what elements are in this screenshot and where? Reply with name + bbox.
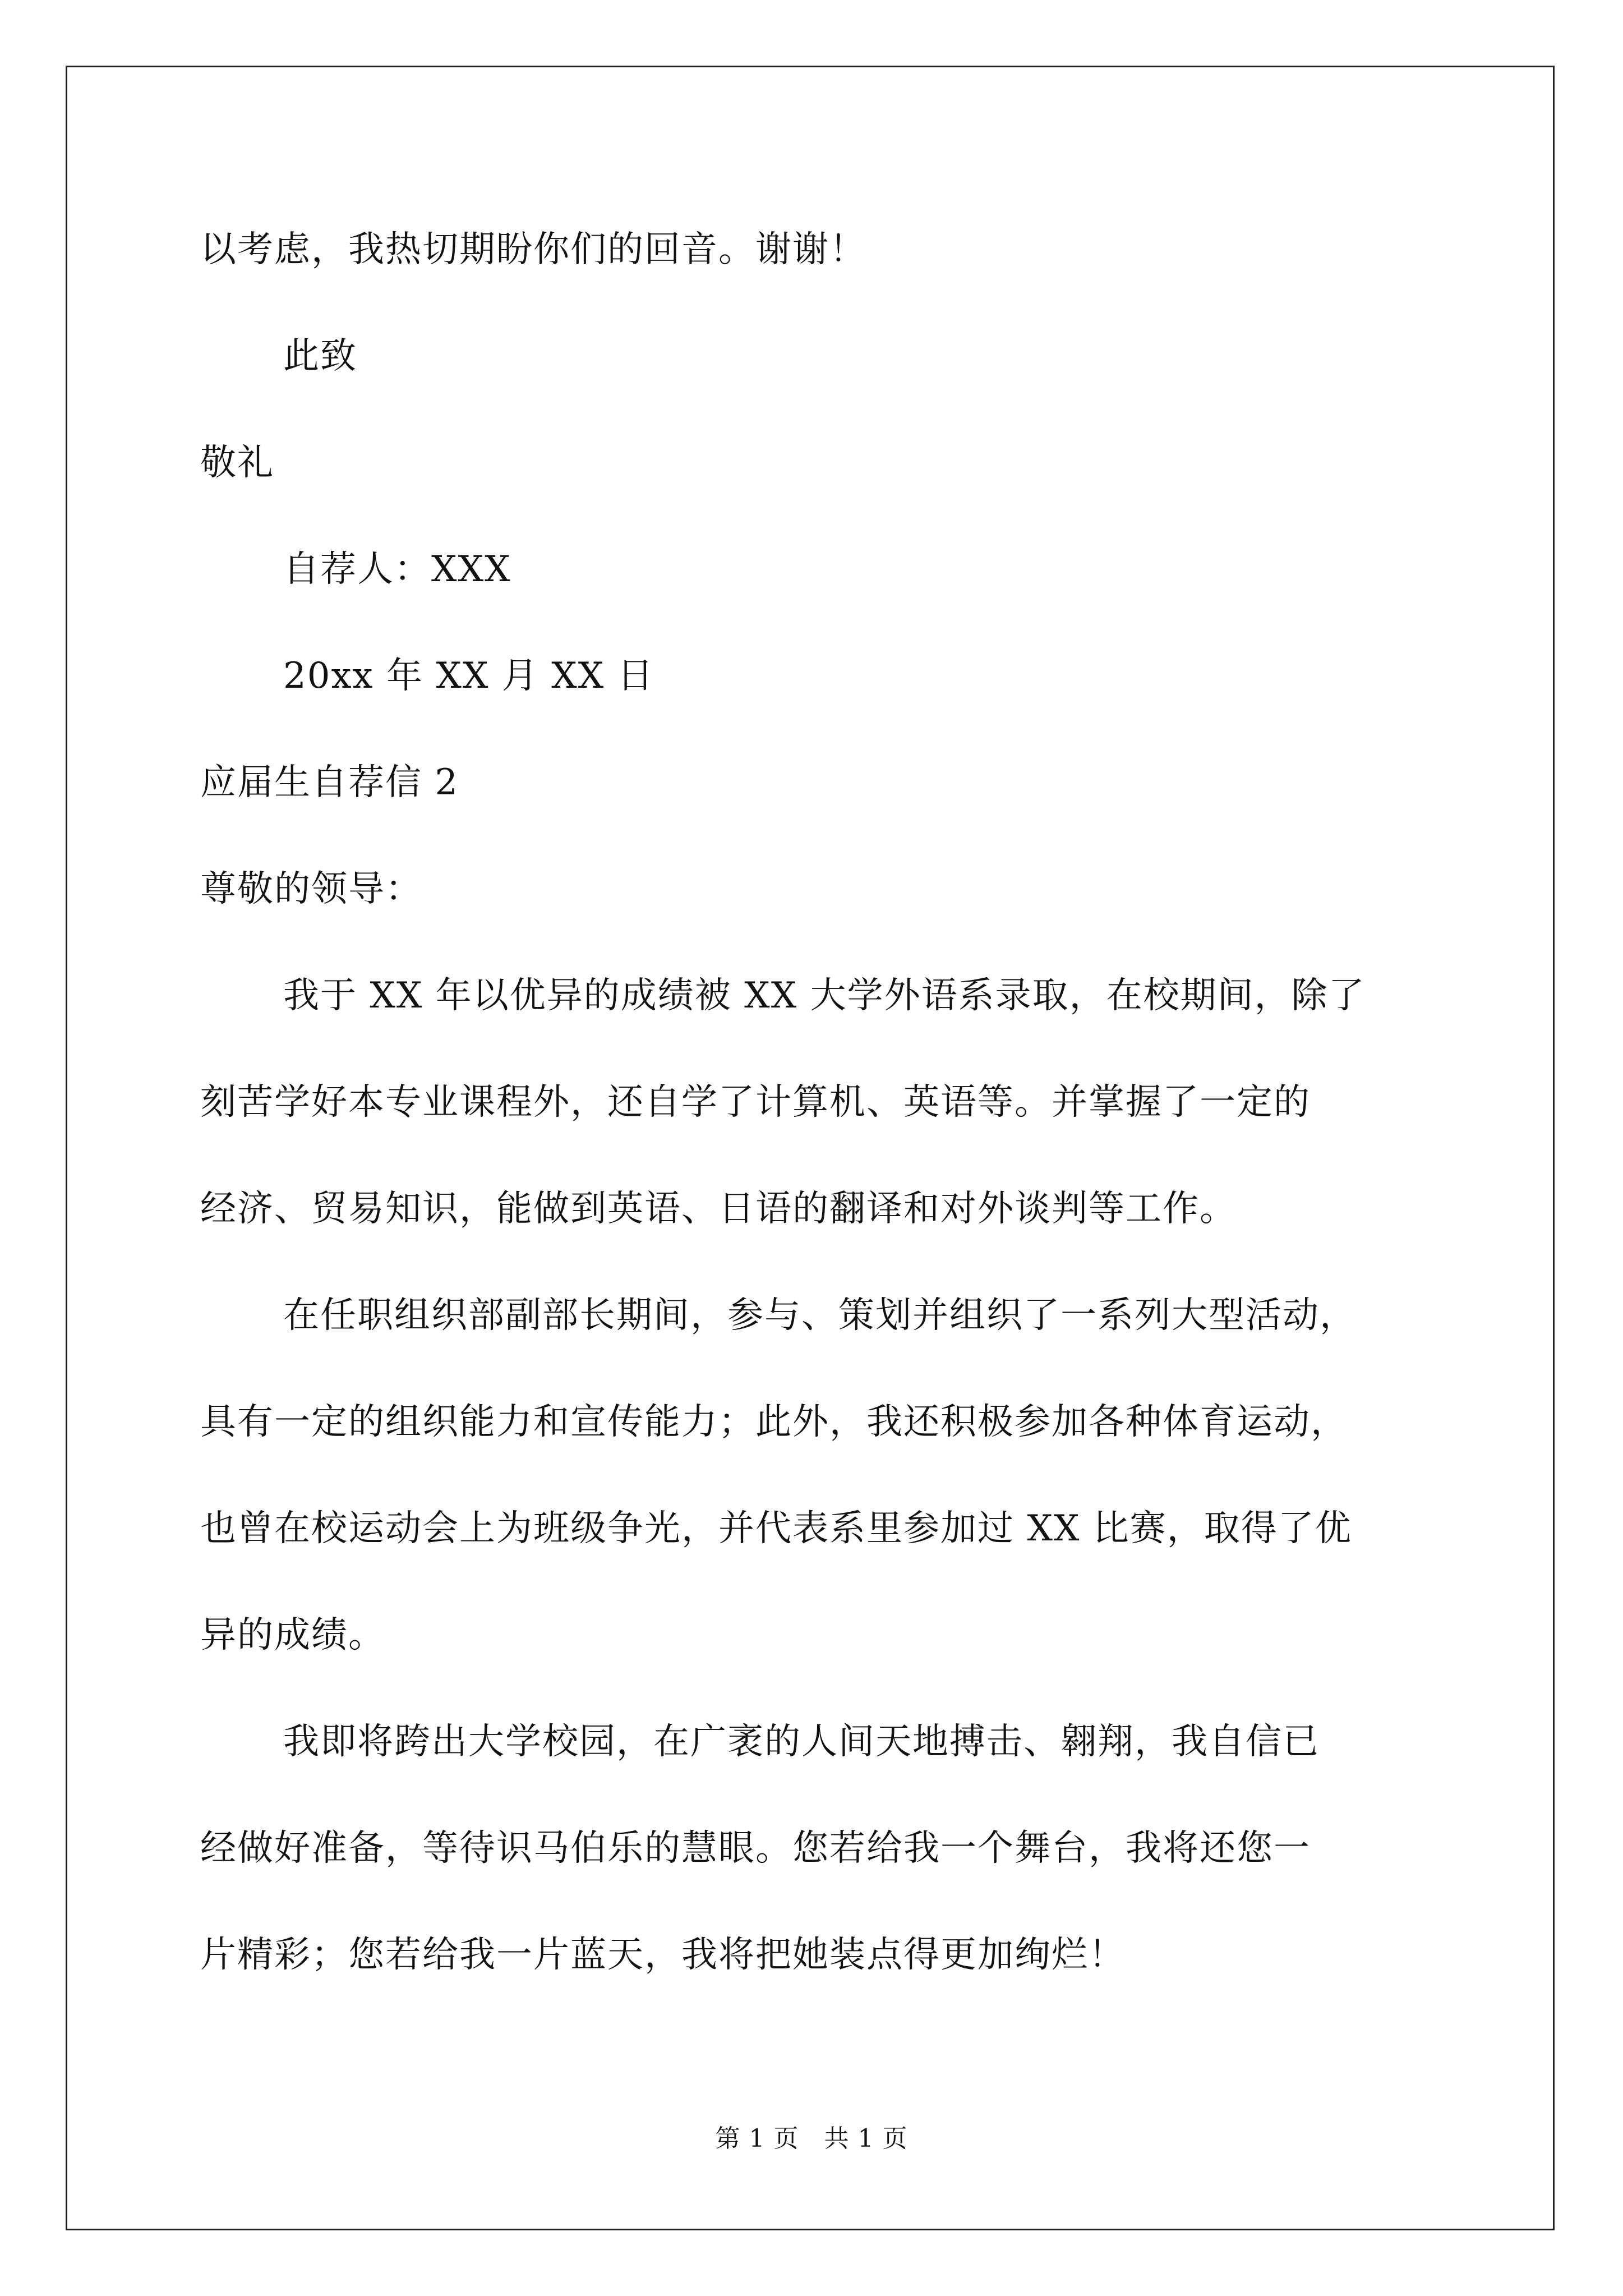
paragraph-3-line-3: 片精彩；您若给我一片蓝天，我将把她装点得更加绚烂！ (200, 1934, 1126, 1976)
greeting-line: 尊敬的领导： (200, 868, 422, 910)
paragraph-1-line-2: 刻苦学好本专业课程外，还自学了计算机、英语等。并掌握了一定的 (200, 1082, 1311, 1123)
date-line: 20xx 年 XX 月 XX 日 (283, 655, 654, 697)
paragraph-2-line-1: 在任职组织部副部长期间，参与、策划并组织了一系列大型活动， (283, 1295, 1357, 1336)
section-heading: 应届生自荐信 2 (200, 762, 459, 803)
page-border (66, 66, 1555, 2230)
salutation-cizhi: 此致 (283, 335, 357, 377)
page-number-footer: 第 1 页 共 1 页 (715, 2124, 908, 2153)
paragraph-2-line-3: 也曾在校运动会上为班级争光，并代表系里参加过 XX 比赛，取得了优 (200, 1508, 1352, 1549)
paragraph-1-line-3: 经济、贸易知识，能做到英语、日语的翻译和对外谈判等工作。 (200, 1188, 1237, 1230)
paragraph-3-line-1: 我即将跨出大学校园，在广袤的人间天地搏击、翱翔，我自信已 (283, 1721, 1320, 1763)
paragraph-1-line-1: 我于 XX 年以优异的成绩被 XX 大学外语系录取，在校期间，除了 (283, 975, 1366, 1016)
signature-line: 自荐人：XXX (283, 549, 511, 590)
salutation-jingli: 敬礼 (200, 442, 274, 484)
paragraph-2-line-4: 异的成绩。 (200, 1614, 385, 1656)
closing-sentence: 以考虑，我热切期盼你们的回音。谢谢！ (200, 229, 866, 270)
paragraph-2-line-2: 具有一定的组织能力和宣传能力；此外，我还积极参加各种体育运动， (200, 1401, 1348, 1443)
paragraph-3-line-2: 经做好准备，等待识马伯乐的慧眼。您若给我一个舞台，我将还您一 (200, 1828, 1311, 1869)
